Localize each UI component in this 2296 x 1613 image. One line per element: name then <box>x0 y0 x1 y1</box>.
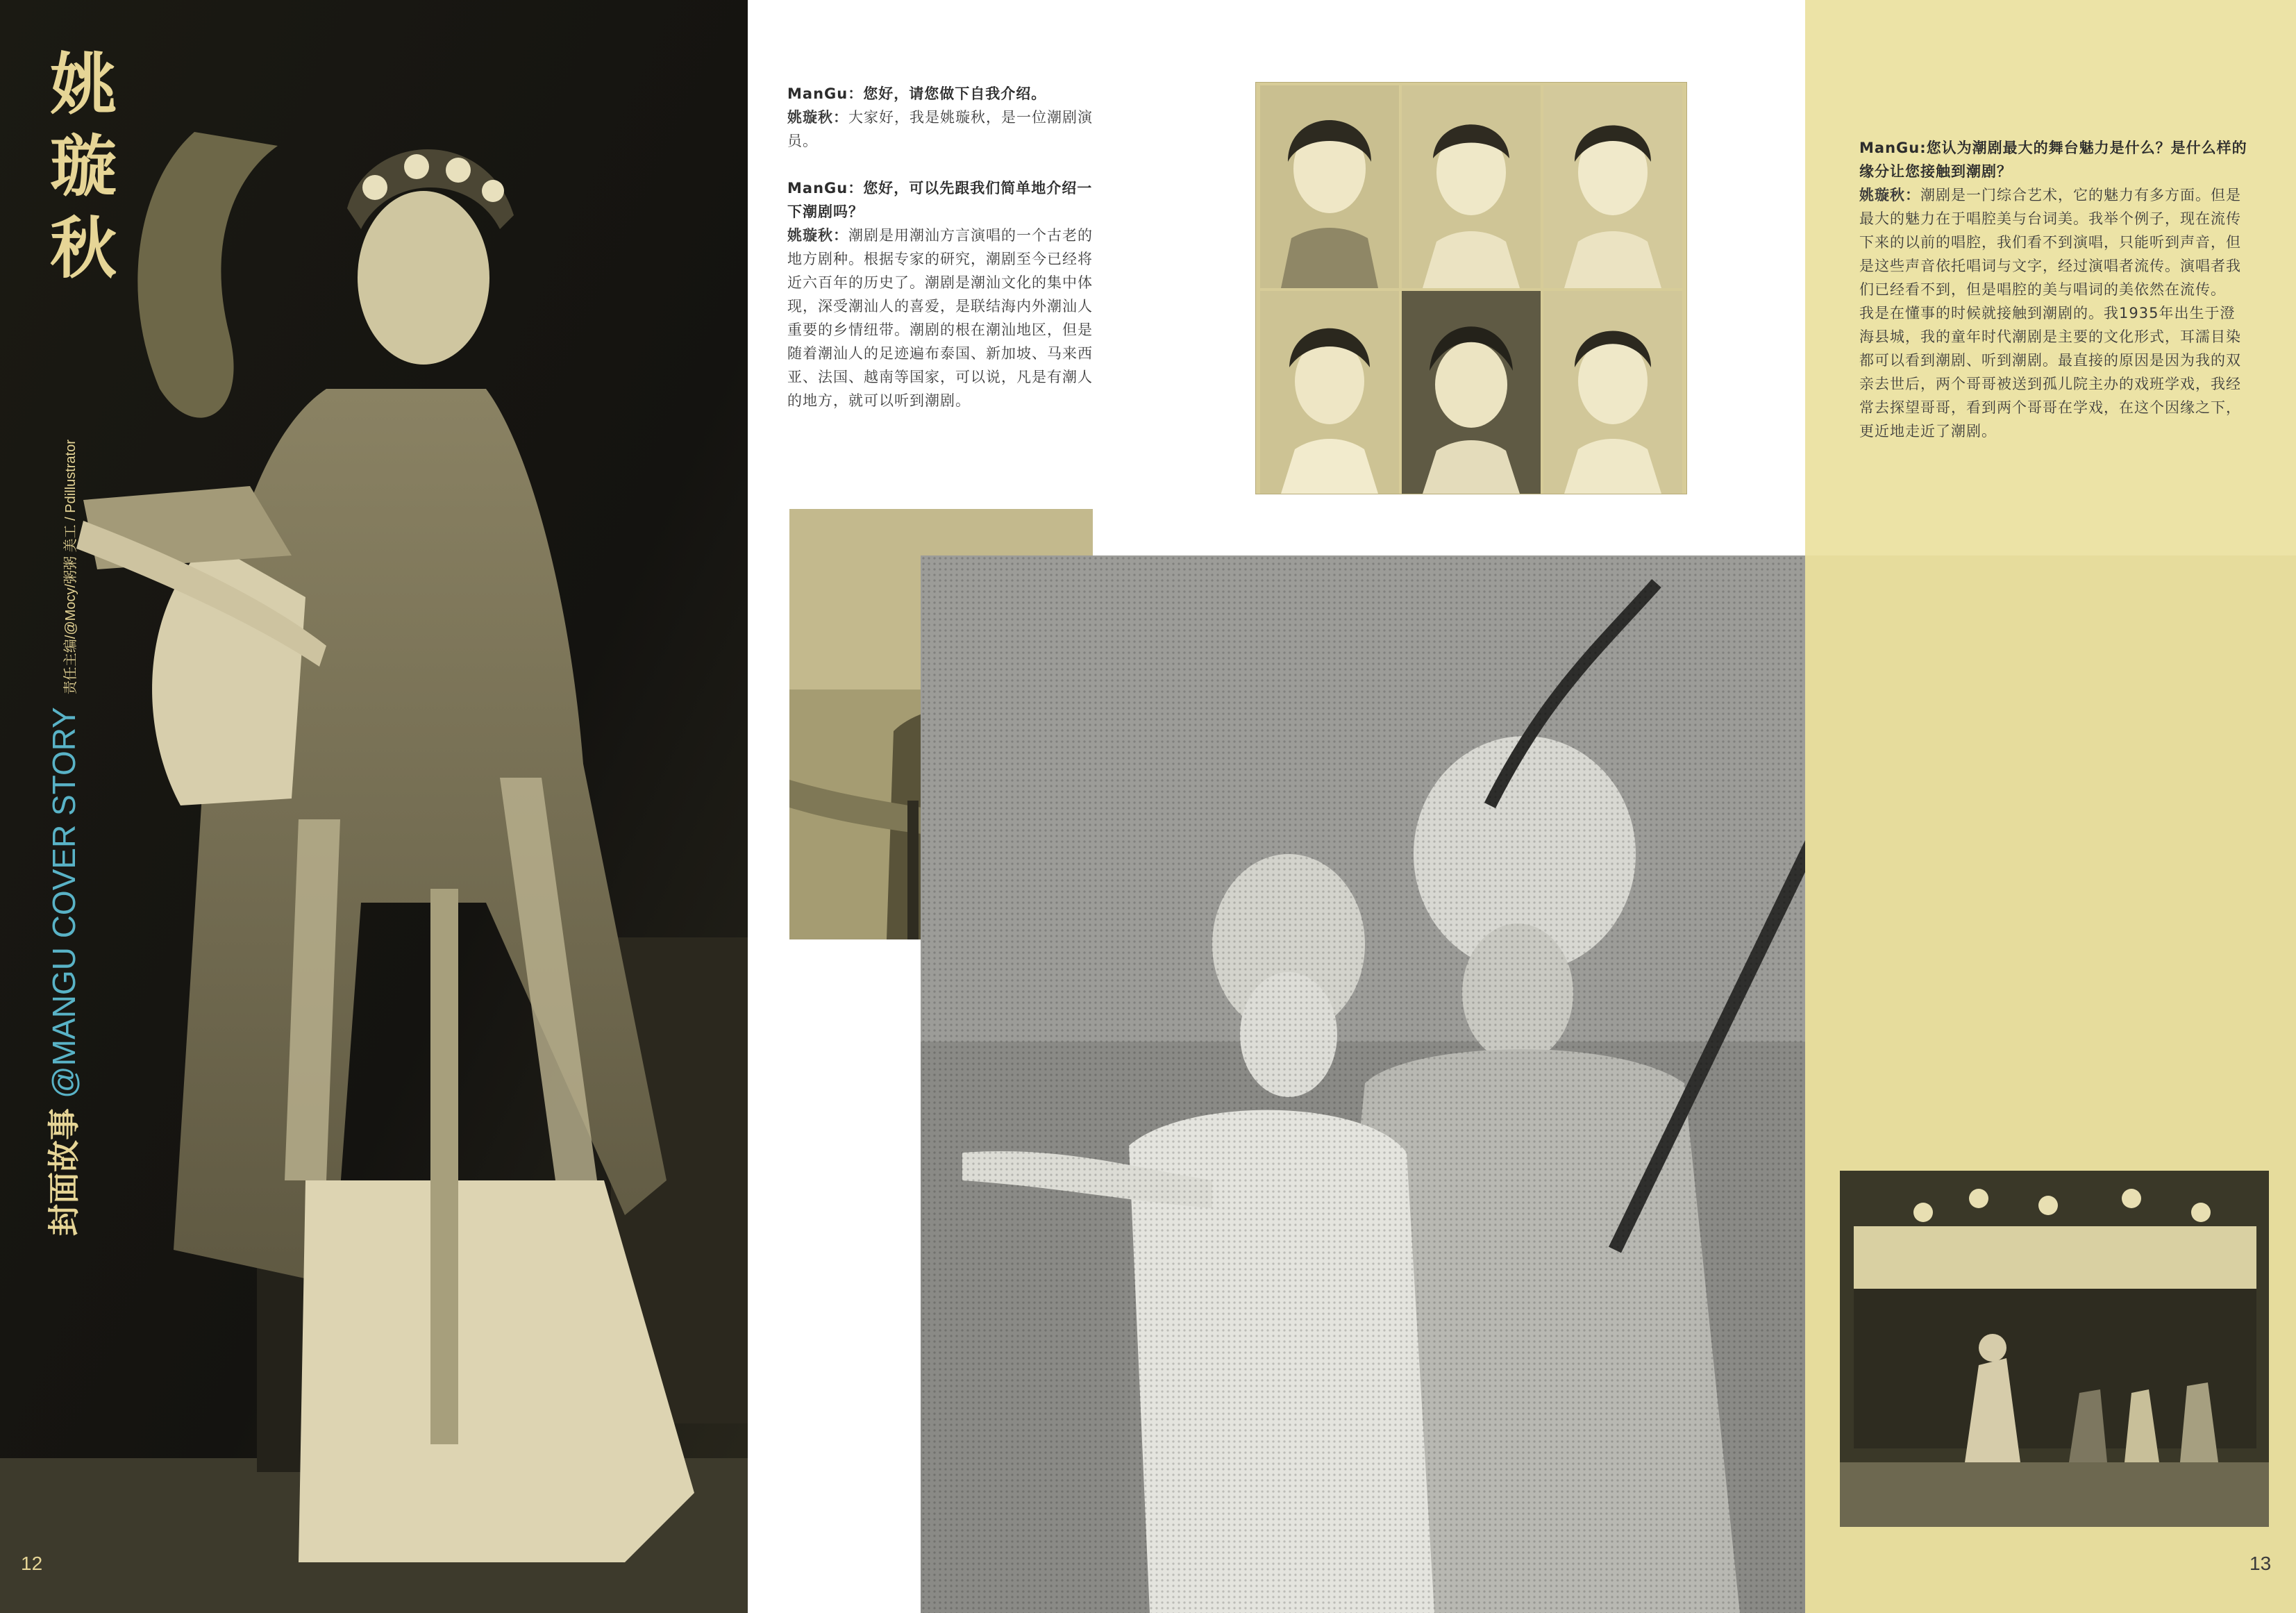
portrait-photo <box>1402 85 1541 288</box>
name-char-3: 秋 <box>50 209 117 287</box>
question-1: ManGu：您好，请您做下自我介绍。 <box>787 85 1047 102</box>
magazine-handle: @MANGU COVER STORY <box>46 707 82 1098</box>
answer-3-para-2: 我是在懂事的时候就接触到潮剧的。我1935年出生于澄海县城，我的童年时代潮剧是主要的文化形式，耳濡目染都可以看到潮剧、听到潮剧。最直接的原因是因为我的双亲去世后，两个哥哥被送到孤儿院主办的戏班学戏，我经常去探望哥哥，看到两个哥哥在学戏，在这个因缘之下，更近地走近了潮剧。 <box>1859 305 2241 440</box>
portrait-photo <box>1260 291 1399 494</box>
name-char-1: 姚 <box>50 45 117 124</box>
answer-text: 潮剧是用潮汕方言演唱的一个古老的地方剧种。根据专家的研究，潮剧至今已经将近六百年的历史了。潮剧是潮汕文化的集中体现，深受潮汕人的喜爱，是联结海内外潮汕人重要的乡情纽带。潮剧的根在潮汕地区，但是随着潮汕人的足迹遍布泰国、新加坡、马来西亚、法国、越南等国家，可以说，凡是有潮人的地方，就可以听到潮剧。 <box>787 227 1093 409</box>
theater-stage-photo <box>1840 1171 2269 1527</box>
answer-label: 姚璇秋： <box>787 227 848 244</box>
question-3: ManGu:您认为潮剧最大的舞台魅力是什么？是什么样的缘分让您接触到潮剧？ <box>1859 140 2247 180</box>
portrait-grid-photo <box>1255 82 1687 494</box>
answer-label: 姚璇秋： <box>1859 187 1920 203</box>
answer-label: 姚璇秋： <box>787 109 848 126</box>
section-title: 封面故事 <box>46 1108 82 1236</box>
credits: 责任主编/@Mocy/粥粥 美工 / Pdillustrator <box>63 440 78 695</box>
interview-continued <box>1859 136 2248 443</box>
page-number-right: 13 <box>2249 1553 2272 1574</box>
name-char-2: 璇 <box>50 127 117 206</box>
portrait-photo <box>1402 291 1541 494</box>
portrait-photo <box>1260 85 1399 288</box>
answer-text: 大家好，我是姚璇秋，是一位潮剧演员。 <box>787 109 1093 149</box>
answer-3-para-1 <box>1859 183 2248 301</box>
portrait-photo <box>1543 85 1682 288</box>
answer-text: 潮剧是一门综合艺术，它的魅力有多方面。但是最大的魅力在于唱腔美与台词美。我举个例子，现在流传下来的以前的唱腔，我们看不到演唱，只能听到声音，但是这些声音依托唱词与文字，经过演唱者流传。演唱者我们已经看不到，但是唱腔的美与唱词的美依然在流传。 <box>1859 187 2241 298</box>
page-number-left: 12 <box>21 1553 43 1574</box>
answer-2 <box>787 224 1100 412</box>
left-page <box>0 0 748 1613</box>
answer-1 <box>787 106 1100 153</box>
portrait-photo <box>1543 291 1682 494</box>
question-2: ManGu：您好，可以先跟我们简单地介绍一下潮剧吗？ <box>787 180 1093 220</box>
interview-intro <box>787 82 1100 412</box>
duet-stage-photo <box>921 555 1807 1613</box>
vertical-caption <box>39 403 81 1236</box>
